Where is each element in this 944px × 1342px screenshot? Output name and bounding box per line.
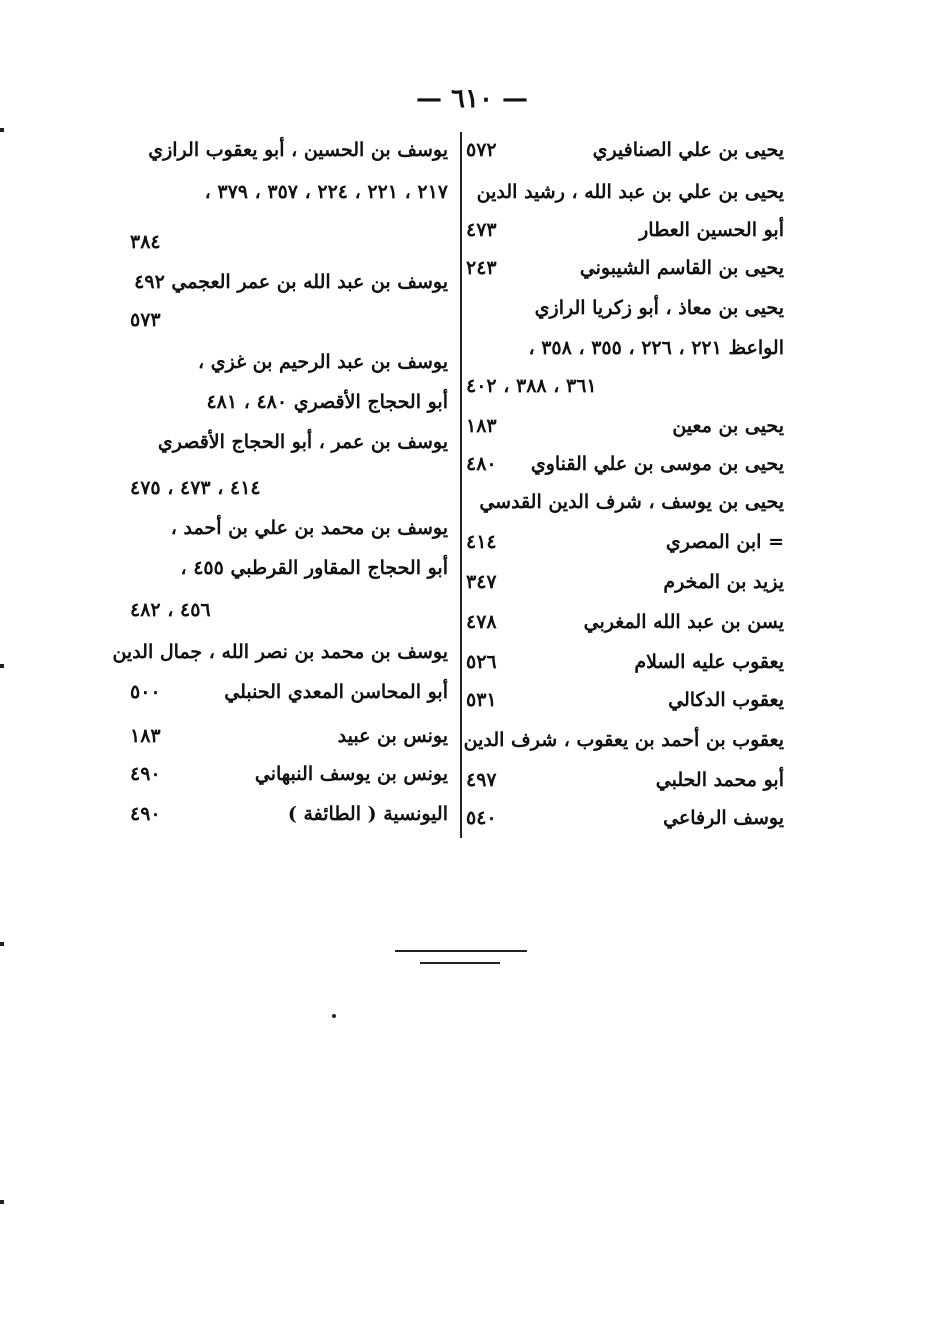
entry-name: يعقوب عليه السلام — [634, 651, 784, 673]
index-entry — [466, 368, 784, 404]
index-entry — [466, 682, 784, 718]
scan-edge-mark — [0, 128, 4, 132]
entry-name: أبو الحجاج المقاور القرطبي ٤٥٥ ، — [180, 557, 448, 579]
entry-name: يحيى بن علي الصنافيري — [592, 139, 784, 161]
scan-edge-mark — [0, 1200, 4, 1204]
entry-name: يعقوب الدكالي — [668, 689, 784, 711]
index-entry — [130, 796, 448, 832]
entry-name: يوسف بن عبد الله بن عمر العجمي ٤٩٢ — [134, 271, 448, 293]
entry-pages: ٥٢٦ — [466, 651, 497, 673]
entry-pages: ٤٩٠ — [130, 803, 161, 825]
entry-name: يحيى بن القاسم الشيبوني — [579, 257, 784, 279]
index-entry — [466, 564, 784, 600]
index-column-right — [463, 130, 784, 842]
entry-pages: ٤٨٠ — [466, 453, 497, 475]
index-entry — [466, 408, 784, 444]
index-entry — [130, 344, 448, 380]
entry-name: يوسف بن عبد الرحيم بن غزي ، — [197, 351, 448, 373]
entry-name: يحيى بن يوسف ، شرف الدين القدسي — [479, 491, 784, 513]
index-entry — [466, 132, 784, 168]
entry-name: ٢١٧ ، ٢٢١ ، ٢٢٤ ، ٣٥٧ ، ٣٧٩ ، — [204, 181, 448, 203]
index-entry — [130, 718, 448, 754]
entry-pages: ٥٤٠ — [466, 807, 497, 829]
scan-edge-mark — [0, 942, 4, 946]
index-entry — [130, 384, 448, 420]
entry-pages: ٤٩٧ — [466, 769, 497, 791]
entry-pages: ٥٣١ — [466, 689, 497, 711]
index-entry — [466, 250, 784, 286]
entry-name: يوسف الرفاعي — [663, 807, 784, 829]
index-column-left — [112, 130, 448, 842]
entry-pages: ٤٩٠ — [130, 763, 161, 785]
index-entry — [466, 212, 784, 248]
entry-name: يسن بن عبد الله المغربي — [583, 611, 784, 633]
entry-pages: ٤٥٦ ، ٤٨٢ — [130, 599, 211, 621]
entry-name: أبو الحسين العطار — [639, 219, 784, 241]
end-rule-bottom — [420, 962, 500, 964]
entry-pages: ٢٤٣ — [466, 257, 497, 279]
entry-name: يوسف بن عمر ، أبو الحجاج الأقصري — [157, 431, 448, 453]
index-entry — [130, 174, 448, 210]
entry-pages: ٤١٤ — [466, 531, 497, 553]
index-entry — [112, 634, 448, 670]
index-entry — [130, 592, 448, 628]
entry-name: يعقوب بن أحمد بن يعقوب ، شرف الدين — [463, 729, 784, 751]
entry-pages: ٤٧٨ — [466, 611, 497, 633]
index-entry — [130, 132, 448, 168]
entry-name: = ابن المصري — [665, 531, 784, 553]
index-entry — [466, 644, 784, 680]
entry-name: أبو المحاسن المعدي الحنبلي — [224, 681, 448, 703]
index-entry — [130, 424, 448, 460]
entry-pages: ٣٦١ ، ٣٨٨ ، ٤٠٢ — [466, 375, 597, 397]
entry-name: أبو محمد الحلبي — [655, 769, 784, 791]
entry-pages: ٣٤٧ — [466, 571, 497, 593]
entry-pages: ٥٧٣ — [130, 309, 161, 331]
index-entry — [466, 800, 784, 836]
scan-speck — [332, 1014, 336, 1018]
index-entry — [466, 290, 784, 326]
index-entry — [466, 762, 784, 798]
index-entry — [466, 330, 784, 366]
entry-name: يوسف بن محمد بن علي بن أحمد ، — [170, 517, 448, 539]
entry-pages: ٥٠٠ — [130, 681, 161, 703]
entry-name: يزيد بن المخرم — [663, 571, 784, 593]
entry-name: يوسف بن الحسين ، أبو يعقوب الرازي — [148, 139, 448, 161]
index-entry — [130, 470, 448, 506]
index-entry — [130, 674, 448, 710]
entry-pages: ٤٧٣ — [466, 219, 497, 241]
entry-name: الواعظ ٢٢١ ، ٢٢٦ ، ٣٥٥ ، ٣٥٨ ، — [528, 337, 784, 359]
column-divider — [460, 132, 462, 838]
index-entry — [130, 224, 448, 260]
entry-pages: ٥٧٢ — [466, 139, 497, 161]
index-entry — [130, 264, 448, 300]
index-entry — [466, 174, 784, 210]
entry-pages: ١٨٣ — [130, 725, 161, 747]
entry-name: يحيى بن معين — [672, 415, 784, 437]
index-entry — [130, 756, 448, 792]
page-number: — ٦١٠ — — [415, 84, 529, 114]
entry-name: يونس بن عبيد — [337, 725, 448, 747]
entry-name: يوسف بن محمد بن نصر الله ، جمال الدين — [112, 641, 448, 663]
index-entry — [466, 484, 784, 520]
index-entry — [466, 446, 784, 482]
entry-name: يحيى بن معاذ ، أبو زكريا الرازي — [534, 297, 784, 319]
index-entry — [130, 550, 448, 586]
end-rule-top — [395, 950, 527, 952]
entry-name: يونس بن يوسف النبهاني — [254, 763, 448, 785]
index-entry — [130, 510, 448, 546]
index-entry — [130, 302, 448, 338]
entry-pages: ٣٨٤ — [130, 231, 161, 253]
entry-pages: ٤١٤ ، ٤٧٣ ، ٤٧٥ — [130, 477, 261, 499]
scan-edge-mark — [0, 664, 4, 668]
index-entry — [466, 604, 784, 640]
index-entry — [463, 722, 784, 758]
entry-name: يحيى بن علي بن عبد الله ، رشيد الدين — [476, 181, 784, 203]
entry-pages: ١٨٣ — [466, 415, 497, 437]
entry-name: اليونسية ( الطائفة ) — [287, 803, 448, 825]
entry-name: أبو الحجاج الأقصري ٤٨٠ ، ٤٨١ — [206, 391, 448, 413]
index-entry — [466, 524, 784, 560]
entry-name: يحيى بن موسى بن علي القناوي — [530, 453, 784, 475]
